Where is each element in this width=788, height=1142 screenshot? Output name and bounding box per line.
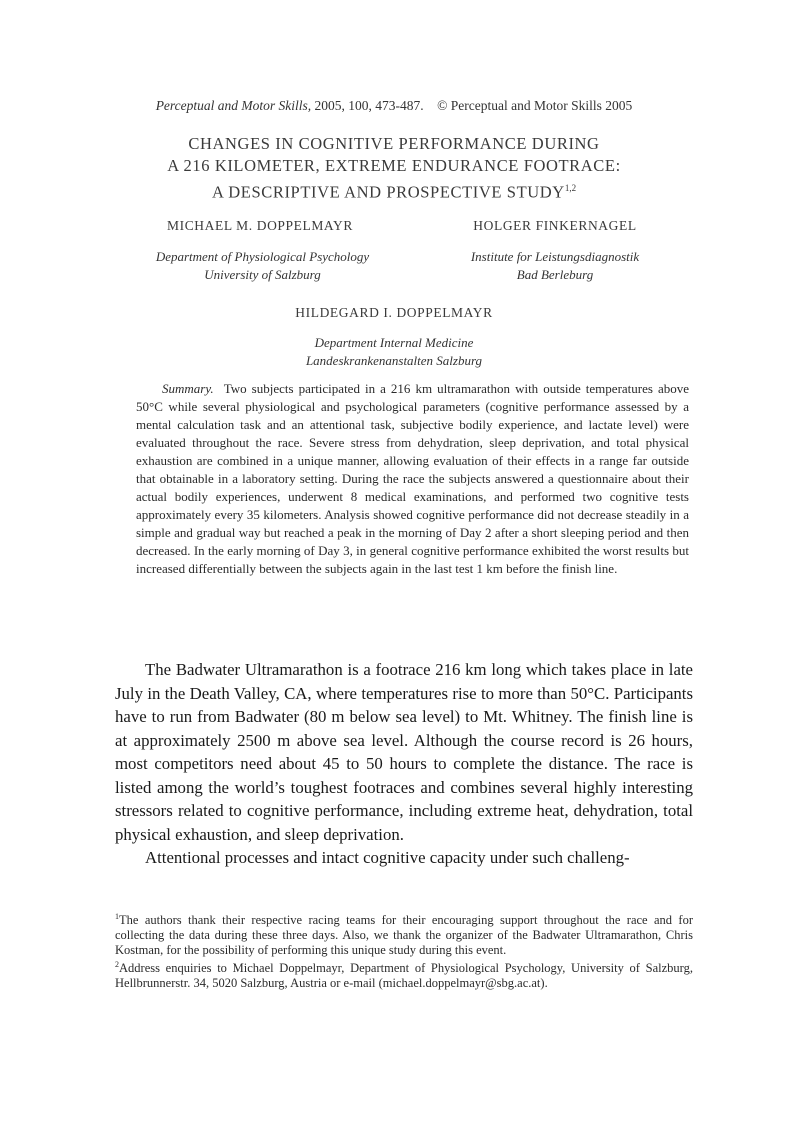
author-affiliation: Department of Physiological Psychology University of Salzburg [155, 249, 370, 282]
running-head [0, 98, 788, 114]
article-title [60, 133, 728, 204]
title-line: A DESCRIPTIVE AND PROSPECTIVE STUDY$^{1,2}$ [211, 182, 577, 202]
abstract [136, 380, 689, 578]
author-name: HOLGER FINKERNAGEL [473, 218, 637, 233]
footnote: $^2$Address enquiries to Michael Doppelmayr, Department of Physiological Psychology, University of Salzburg, Hellbrunnerstr. 34, 5020 Salzburg, Austria or e-mail (michael.doppelmayr@sbg.ac.at). [115, 959, 693, 990]
journal-name: Perceptual and Motor Skills, [155, 98, 312, 113]
title-line: CHANGES IN COGNITIVE PERFORMANCE DURING [188, 134, 600, 153]
footnote-marks: 1,2 [564, 183, 577, 193]
author-affiliation: Institute for Leistungsdiagnostik Bad Berleburg [470, 249, 640, 282]
abstract-text: Two subjects participated in a 216 km ultramarathon with outside temperatures above 50°C while several physiological and psychological parameters (cognitive performance assessed by a mental calculation task and an attentional task, subjective bodily experience, and lactate level) were evaluated throughout the race. Severe stress from dehydration, sleep deprivation, and total physical exhaustion are combined in a unique manner, allowing evaluation of their effects in a range far outside that obtainable in a laboratory setting. During the race the subjects answered a questionnaire about their actual bodily experiences, underwent 8 medical examinations, and performed two cognitive tests approximately every 35 kilometers. Analysis showed cognitive performance did not decrease steadily in a simple and gradual way but reached a peak in the morning of Day 2 after a short sleeping period and then decreased. In the early morning of Day 3, in general cognitive performance exhibited the worst results but increased differentially between the subjects again in the last test 1 km before the finish line. [136, 381, 690, 576]
author-name: HILDEGARD I. DOPPELMAYR [295, 305, 493, 320]
author-affiliation: Department Internal Medicine Landeskrankenanstalten Salzburg [305, 335, 483, 368]
paragraph: The Badwater Ultramarathon is a footrace 216 km long which takes place in late July in the Death Valley, CA, where temperatures rise to more than 50°C. Participants have to run from Badwater (80 m below sea level) to Mt. Whitney. The finish line is at approximately 2500 m above sea level. Although the course record is 26 hours, most competitors need about 45 to 50 hours to complete the distance. The race is listed among the world’s toughest footraces and combines several highly interesting stressors related to cognitive performance, including extreme heat, dehydration, total physical exhaustion, and sleep deprivation. [115, 660, 693, 844]
citation: 2005, 100, 473-487. [311, 98, 424, 113]
body-text [115, 658, 693, 870]
paragraph: Attentional processes and intact cognitive capacity under such challeng- [145, 848, 630, 867]
title-line: A 216 KILOMETER, EXTREME ENDURANCE FOOTRACE: [167, 156, 621, 175]
abstract-label: Summary. [162, 381, 214, 396]
footnotes [115, 910, 693, 990]
author-name: MICHAEL M. DOPPELMAYR [167, 218, 353, 233]
footnote: $^1$The authors thank their respective racing teams for their encouraging support throughout the race and for collecting the data during these three days. Also, we thank the organizer of the Badwater Ultramarathon, Chris Kostman, for the possibility of performing this unique study during this event. [115, 912, 693, 957]
copyright: © Perceptual and Motor Skills 2005 [437, 98, 633, 113]
